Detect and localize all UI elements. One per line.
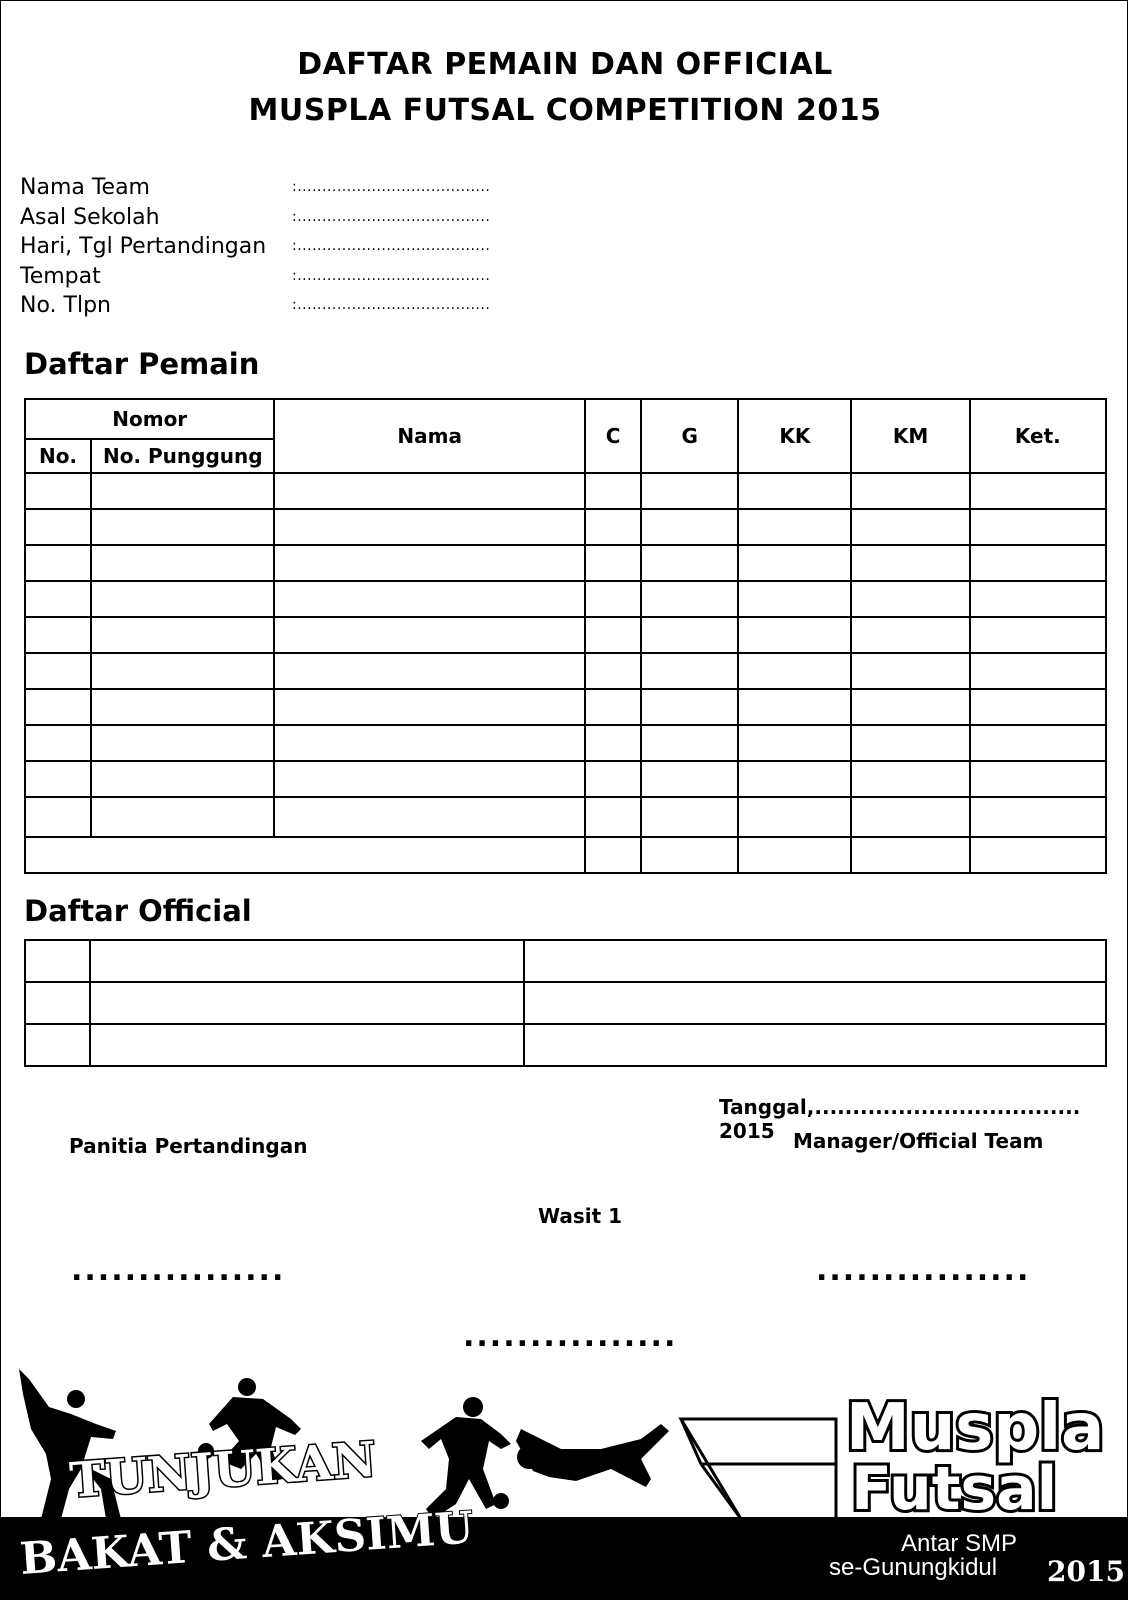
table-row	[25, 545, 1106, 581]
table-row	[25, 473, 1106, 509]
signature-wasit-label: Wasit 1	[538, 1204, 623, 1228]
col-header-nomor: Nomor	[25, 399, 274, 439]
logo-year: 2015	[1047, 1555, 1125, 1588]
signature-line-manager[interactable]: ................	[816, 1253, 1031, 1288]
team-info-row	[20, 291, 490, 321]
form-title-line1: DAFTAR PEMAIN DAN OFFICIAL	[297, 47, 833, 82]
logo-text-line2: Futsal	[851, 1454, 1058, 1524]
col-header-nama: Nama	[274, 399, 585, 473]
col-header-ket: Ket.	[970, 399, 1106, 473]
footer-banner	[1, 1369, 1128, 1600]
signature-line-panitia[interactable]: ................	[71, 1253, 286, 1288]
col-header-km: KM	[851, 399, 969, 473]
field-label: No. Tlpn	[20, 293, 111, 318]
team-info-row	[20, 262, 490, 292]
table-row	[25, 982, 1106, 1024]
section-title-officials: Daftar Official	[24, 894, 252, 928]
team-info-row	[20, 173, 490, 203]
signature-date: Tanggal,................................... 2015	[719, 1095, 1081, 1143]
table-row	[25, 581, 1106, 617]
logo-text-line1: Muspla	[846, 1391, 1105, 1465]
team-info-row	[20, 232, 490, 262]
player-silhouette-3-icon	[421, 1397, 511, 1519]
col-header-g: G	[641, 399, 738, 473]
field-value[interactable]: :.......................................	[292, 179, 491, 195]
table-row	[25, 797, 1106, 837]
logo-subtitle-2: se-Gunungkidul	[829, 1554, 998, 1581]
table-row	[25, 653, 1106, 689]
col-header-c: C	[585, 399, 641, 473]
field-value[interactable]: :.......................................	[292, 238, 491, 254]
field-label: Nama Team	[20, 175, 150, 200]
logo-subtitle-1: Antar SMP	[901, 1530, 1018, 1557]
table-row	[25, 1024, 1106, 1066]
goalkeeper-silhouette-icon	[516, 1424, 669, 1487]
table-row	[25, 940, 1106, 982]
field-value[interactable]: :.......................................	[292, 267, 491, 284]
slogan-line1: TUNJUKAN	[67, 1431, 379, 1509]
signature-manager-label: Manager/Official Team	[793, 1129, 1044, 1153]
goal-icon	[681, 1419, 836, 1519]
officials-table	[24, 939, 1107, 1067]
field-label: Tempat	[20, 263, 101, 289]
players-table	[24, 398, 1107, 874]
col-header-no-punggung: No. Punggung	[91, 439, 274, 473]
slogan-line2: BAKAT & AKSIMU	[18, 1502, 476, 1585]
team-info-row	[20, 203, 490, 233]
col-header-no: No.	[25, 439, 91, 473]
section-title-players: Daftar Pemain	[24, 347, 260, 381]
table-row	[25, 509, 1106, 545]
field-value[interactable]: :.......................................	[292, 208, 491, 225]
signature-panitia-label: Panitia Pertandingan	[69, 1134, 308, 1158]
field-label: Hari, Tgl Pertandingan	[20, 234, 267, 259]
table-row	[25, 689, 1106, 725]
table-row	[25, 617, 1106, 653]
table-header-row	[25, 399, 1106, 439]
col-header-kk: KK	[738, 399, 851, 473]
signature-line-wasit[interactable]: ................	[463, 1319, 678, 1354]
table-row	[25, 725, 1106, 761]
field-value[interactable]: :.......................................	[292, 297, 491, 313]
table-row	[25, 761, 1106, 797]
form-title-line2: MUSPLA FUTSAL COMPETITION 2015	[248, 93, 882, 128]
field-label: Asal Sekolah	[20, 204, 160, 230]
team-info-block	[20, 173, 490, 321]
table-row	[25, 837, 1106, 873]
